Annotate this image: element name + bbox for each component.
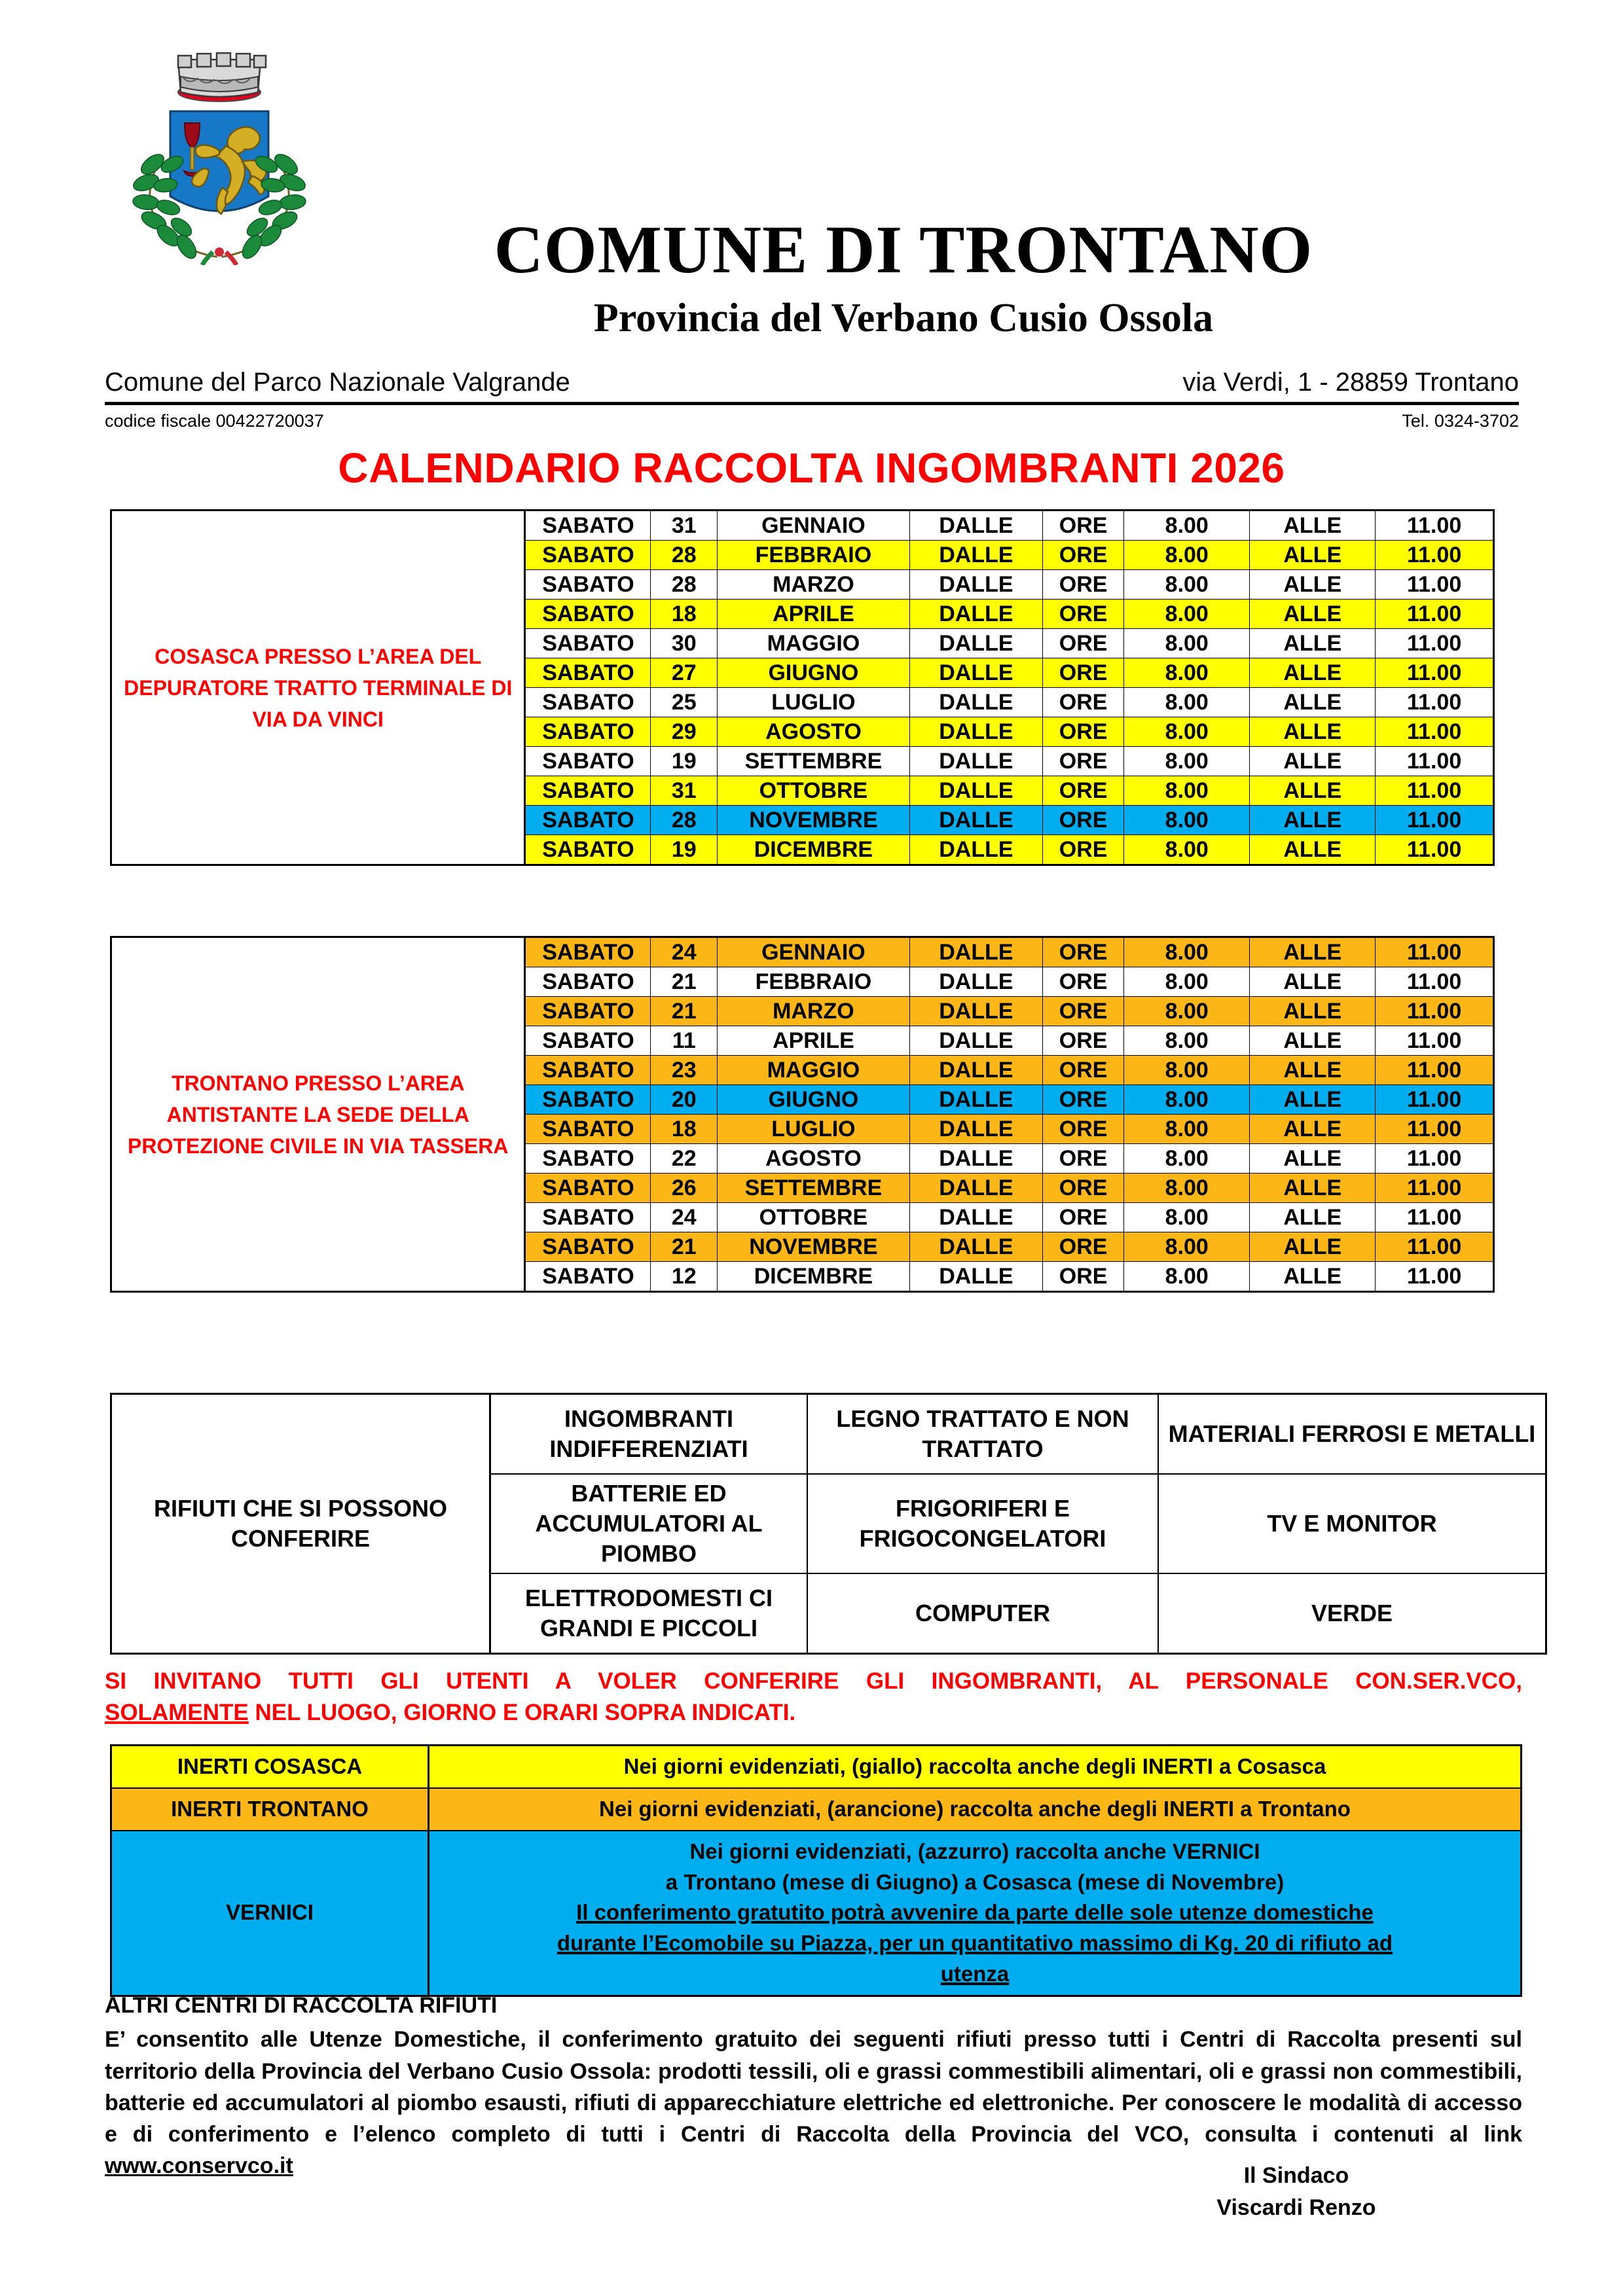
address-label: via Verdi, 1 - 28859 Trontano (1182, 368, 1519, 397)
cell-day: SABATO (525, 1115, 651, 1144)
cell-start-time: 8.00 (1124, 600, 1250, 629)
cell-ore: ORE (1043, 967, 1124, 997)
cell-start-time: 8.00 (1124, 1085, 1250, 1115)
cell-dalle: DALLE (909, 776, 1042, 806)
cell-month: GIUGNO (718, 1085, 910, 1115)
cell-start-time: 8.00 (1124, 658, 1250, 688)
cell-end-time: 11.00 (1376, 997, 1494, 1026)
other-centers-paragraph (105, 2024, 1522, 2181)
cell-alle: ALLE (1250, 776, 1376, 806)
notice-line-2-rest: NEL LUOGO, GIORNO E ORARI SOPRA INDICATI. (248, 1700, 796, 1726)
cell-ore: ORE (1043, 570, 1124, 600)
cell-month: FEBBRAIO (718, 541, 910, 570)
color-legend-body (111, 1746, 1522, 1996)
color-legend-table (110, 1744, 1522, 1997)
cell-day: SABATO (525, 747, 651, 776)
cell-ore: ORE (1043, 1085, 1124, 1115)
accepted-waste-label: RIFIUTI CHE SI POSSONO CONFERIRE (111, 1394, 490, 1654)
cell-end-time: 11.00 (1376, 570, 1494, 600)
cell-day: SABATO (525, 629, 651, 658)
cell-alle: ALLE (1250, 511, 1376, 541)
cell-end-time: 11.00 (1376, 688, 1494, 717)
cell-day: SABATO (525, 1203, 651, 1232)
cell-dalle: DALLE (909, 1262, 1042, 1292)
cell-day: SABATO (525, 1144, 651, 1174)
accepted-waste-table (110, 1393, 1547, 1655)
color-legend-line: Nei giorni evidenziati, (azzurro) raccolta anche VERNICI (689, 1839, 1260, 1863)
cell-date: 24 (651, 1203, 718, 1232)
cell-alle: ALLE (1250, 1085, 1376, 1115)
cell-day: SABATO (525, 776, 651, 806)
cell-ore: ORE (1043, 600, 1124, 629)
cell-ore: ORE (1043, 1174, 1124, 1203)
cell-alle: ALLE (1250, 688, 1376, 717)
cell-month: DICEMBRE (718, 835, 910, 865)
cell-month: LUGLIO (718, 1115, 910, 1144)
cell-date: 28 (651, 570, 718, 600)
cell-start-time: 8.00 (1124, 629, 1250, 658)
cell-month: GENNAIO (718, 511, 910, 541)
cell-end-time: 11.00 (1376, 967, 1494, 997)
calendar-row (111, 511, 1494, 541)
calendar-table-cosasca (110, 509, 1495, 866)
cell-start-time: 8.00 (1124, 570, 1250, 600)
cell-alle: ALLE (1250, 1232, 1376, 1262)
cell-month: DICEMBRE (718, 1262, 910, 1292)
cell-month: NOVEMBRE (718, 1232, 910, 1262)
cell-date: 18 (651, 1115, 718, 1144)
cell-alle: ALLE (1250, 541, 1376, 570)
signature-name: Viscardi Renzo (1216, 2195, 1376, 2221)
color-legend-line-underlined: Il conferimento gratutito potrà avvenire da parte delle sole utenze domestiche (576, 1900, 1374, 1925)
accepted-waste-item: MATERIALI FERROSI E METALLI (1158, 1394, 1546, 1475)
cell-date: 30 (651, 629, 718, 658)
cell-month: SETTEMBRE (718, 747, 910, 776)
cell-start-time: 8.00 (1124, 511, 1250, 541)
cell-start-time: 8.00 (1124, 937, 1250, 967)
cell-day: SABATO (525, 1026, 651, 1056)
cell-day: SABATO (525, 997, 651, 1026)
cell-dalle: DALLE (909, 629, 1042, 658)
phone-label: Tel. 0324-3702 (1402, 411, 1519, 431)
cell-ore: ORE (1043, 1026, 1124, 1056)
cell-day: SABATO (525, 835, 651, 865)
cell-dalle: DALLE (909, 747, 1042, 776)
cell-alle: ALLE (1250, 1262, 1376, 1292)
cell-end-time: 11.00 (1376, 1026, 1494, 1056)
cell-dalle: DALLE (909, 835, 1042, 865)
cell-ore: ORE (1043, 717, 1124, 747)
color-legend-key: INERTI TRONTANO (111, 1788, 429, 1831)
cell-dalle: DALLE (909, 806, 1042, 835)
cell-end-time: 11.00 (1376, 806, 1494, 835)
calendar-body-trontano (111, 937, 1494, 1292)
cell-end-time: 11.00 (1376, 511, 1494, 541)
cell-end-time: 11.00 (1376, 541, 1494, 570)
cell-start-time: 8.00 (1124, 1203, 1250, 1232)
cell-dalle: DALLE (909, 541, 1042, 570)
cell-alle: ALLE (1250, 1115, 1376, 1144)
cell-dalle: DALLE (909, 658, 1042, 688)
cell-start-time: 8.00 (1124, 1115, 1250, 1144)
cell-day: SABATO (525, 806, 651, 835)
calendar-row (111, 937, 1494, 967)
color-legend-value: Nei giorni evidenziati, (giallo) raccolta anche degli INERTI a Cosasca (429, 1746, 1522, 1788)
cell-dalle: DALLE (909, 1085, 1042, 1115)
cell-dalle: DALLE (909, 1144, 1042, 1174)
cell-start-time: 8.00 (1124, 967, 1250, 997)
cell-month: APRILE (718, 600, 910, 629)
color-legend-row (111, 1831, 1522, 1996)
cell-start-time: 8.00 (1124, 688, 1250, 717)
cell-ore: ORE (1043, 1115, 1124, 1144)
cell-start-time: 8.00 (1124, 1056, 1250, 1085)
conservco-link[interactable]: www.conservco.it (105, 2153, 293, 2179)
cell-ore: ORE (1043, 688, 1124, 717)
cell-month: SETTEMBRE (718, 1174, 910, 1203)
cell-start-time: 8.00 (1124, 717, 1250, 747)
cell-start-time: 8.00 (1124, 835, 1250, 865)
notice-block (105, 1666, 1522, 1729)
cell-end-time: 11.00 (1376, 1115, 1494, 1144)
cell-day: SABATO (525, 570, 651, 600)
color-legend-line-underlined: durante l’Ecomobile su Piazza, per un quantitativo massimo di Kg. 20 di rifiuto ad (556, 1931, 1393, 1956)
cell-dalle: DALLE (909, 1232, 1042, 1262)
color-legend-value (429, 1831, 1522, 1996)
accepted-waste-item: BATTERIE ED ACCUMULATORI AL PIOMBO (490, 1474, 808, 1573)
cell-dalle: DALLE (909, 570, 1042, 600)
cell-end-time: 11.00 (1376, 835, 1494, 865)
calendar-location-label: COSASCA PRESSO L’AREA DEL DEPURATORE TRATTO TERMINALE DI VIA DA VINCI (111, 511, 525, 865)
signature-block (1067, 2160, 1525, 2225)
cell-ore: ORE (1043, 1232, 1124, 1262)
cell-alle: ALLE (1250, 600, 1376, 629)
cell-alle: ALLE (1250, 967, 1376, 997)
accepted-waste-item: FRIGORIFERI E FRIGOCONGELATORI (807, 1474, 1158, 1573)
cell-month: NOVEMBRE (718, 806, 910, 835)
cell-date: 28 (651, 541, 718, 570)
other-centers-heading: ALTRI CENTRI DI RACCOLTA RIFIUTI (105, 1993, 498, 2018)
park-label: Comune del Parco Nazionale Valgrande (105, 368, 570, 397)
cell-day: SABATO (525, 1232, 651, 1262)
cell-end-time: 11.00 (1376, 1174, 1494, 1203)
cell-month: APRILE (718, 1026, 910, 1056)
cell-ore: ORE (1043, 541, 1124, 570)
cell-start-time: 8.00 (1124, 1232, 1250, 1262)
accepted-waste-item: TV E MONITOR (1158, 1474, 1546, 1573)
cell-dalle: DALLE (909, 1056, 1042, 1085)
cell-month: OTTOBRE (718, 776, 910, 806)
cell-start-time: 8.00 (1124, 1026, 1250, 1056)
cell-month: AGOSTO (718, 1144, 910, 1174)
cell-ore: ORE (1043, 997, 1124, 1026)
cell-month: AGOSTO (718, 717, 910, 747)
cell-date: 18 (651, 600, 718, 629)
cell-date: 24 (651, 937, 718, 967)
cell-alle: ALLE (1250, 629, 1376, 658)
cell-ore: ORE (1043, 776, 1124, 806)
cell-date: 19 (651, 835, 718, 865)
cell-month: OTTOBRE (718, 1203, 910, 1232)
cell-ore: ORE (1043, 1203, 1124, 1232)
accepted-waste-row (111, 1394, 1546, 1475)
cell-end-time: 11.00 (1376, 937, 1494, 967)
cell-alle: ALLE (1250, 835, 1376, 865)
cell-date: 12 (651, 1262, 718, 1292)
cell-ore: ORE (1043, 1056, 1124, 1085)
cell-day: SABATO (525, 1085, 651, 1115)
cell-dalle: DALLE (909, 1026, 1042, 1056)
page-title: CALENDARIO RACCOLTA INGOMBRANTI 2026 (338, 444, 1285, 492)
accepted-waste-item: COMPUTER (807, 1573, 1158, 1654)
cell-alle: ALLE (1250, 1203, 1376, 1232)
header-contact-row-2 (105, 411, 1519, 431)
cell-dalle: DALLE (909, 511, 1042, 541)
cell-end-time: 11.00 (1376, 776, 1494, 806)
cell-date: 31 (651, 511, 718, 541)
cell-dalle: DALLE (909, 967, 1042, 997)
cell-ore: ORE (1043, 629, 1124, 658)
coat-of-arms-icon (121, 36, 318, 265)
cell-end-time: 11.00 (1376, 1262, 1494, 1292)
cell-date: 23 (651, 1056, 718, 1085)
cell-dalle: DALLE (909, 1174, 1042, 1203)
cell-day: SABATO (525, 937, 651, 967)
notice-emphasis: SOLAMENTE (105, 1700, 249, 1726)
cell-month: GIUGNO (718, 658, 910, 688)
cell-end-time: 11.00 (1376, 747, 1494, 776)
cell-date: 28 (651, 806, 718, 835)
cell-date: 26 (651, 1174, 718, 1203)
calendar-body-cosasca (111, 511, 1494, 865)
cell-dalle: DALLE (909, 937, 1042, 967)
cell-dalle: DALLE (909, 1203, 1042, 1232)
color-legend-line: a Trontano (mese di Giugno) a Cosasca (mese di Novembre) (665, 1869, 1285, 1894)
cell-date: 29 (651, 717, 718, 747)
color-legend-row (111, 1746, 1522, 1788)
accepted-waste-item: VERDE (1158, 1573, 1546, 1654)
color-legend-line-underlined: utenza (940, 1962, 1010, 1986)
cell-month: FEBBRAIO (718, 967, 910, 997)
cell-end-time: 11.00 (1376, 1232, 1494, 1262)
cell-dalle: DALLE (909, 688, 1042, 717)
cell-end-time: 11.00 (1376, 629, 1494, 658)
title-block (314, 212, 1493, 344)
cell-ore: ORE (1043, 1144, 1124, 1174)
signature-role: Il Sindaco (1243, 2163, 1349, 2188)
cell-end-time: 11.00 (1376, 600, 1494, 629)
cell-date: 21 (651, 997, 718, 1026)
cell-date: 27 (651, 658, 718, 688)
cell-end-time: 11.00 (1376, 1203, 1494, 1232)
color-legend-key: INERTI COSASCA (111, 1746, 429, 1788)
color-legend-key: VERNICI (111, 1831, 429, 1996)
calendar-location-label: TRONTANO PRESSO L’AREA ANTISTANTE LA SEDE DELLA PROTEZIONE CIVILE IN VIA TASSERA (111, 937, 525, 1292)
cell-month: MAGGIO (718, 1056, 910, 1085)
calendar-table-trontano (110, 936, 1495, 1293)
header-contact-row-1 (105, 368, 1519, 397)
cell-month: MARZO (718, 570, 910, 600)
cell-ore: ORE (1043, 511, 1124, 541)
cell-month: MARZO (718, 997, 910, 1026)
accepted-waste-item: INGOMBRANTI INDIFFERENZIATI (490, 1394, 808, 1475)
color-legend-row (111, 1788, 1522, 1831)
cell-start-time: 8.00 (1124, 1144, 1250, 1174)
cell-month: MAGGIO (718, 629, 910, 658)
cell-alle: ALLE (1250, 937, 1376, 967)
accepted-waste-item: ELETTRODOMESTI CI GRANDI E PICCOLI (490, 1573, 808, 1654)
cell-ore: ORE (1043, 658, 1124, 688)
organization-title: COMUNE DI TRONTANO (494, 212, 1313, 287)
cell-ore: ORE (1043, 1262, 1124, 1292)
cell-start-time: 8.00 (1124, 541, 1250, 570)
cell-dalle: DALLE (909, 1115, 1042, 1144)
cell-day: SABATO (525, 1174, 651, 1203)
other-centers-block (105, 1990, 1522, 2182)
cell-date: 20 (651, 1085, 718, 1115)
cell-day: SABATO (525, 658, 651, 688)
cell-alle: ALLE (1250, 658, 1376, 688)
cell-day: SABATO (525, 1262, 651, 1292)
cell-date: 31 (651, 776, 718, 806)
other-centers-text: E’ consentito alle Utenze Domestiche, il conferimento gratuito dei seguenti rifiuti presso tutti i Centri di Raccolta presenti sul territorio della Provincia del Verbano Cusio Ossola: prodotti tessili, oli e grassi commestibili alimentari, oli e grassi non commestibili, batterie ed accumulatori al piombo esausti, rifiuti di apparecchiature elettriche ed elettroniche. Per conoscere le modalità di accesso e di conferimento e l’elenco completo di tutti i Centri di Raccolta della Provincia del VCO, consulta i contenuti al link (105, 2027, 1522, 2147)
cell-start-time: 8.00 (1124, 776, 1250, 806)
cell-end-time: 11.00 (1376, 658, 1494, 688)
cell-ore: ORE (1043, 835, 1124, 865)
cell-start-time: 8.00 (1124, 1262, 1250, 1292)
cell-date: 25 (651, 688, 718, 717)
cell-alle: ALLE (1250, 1026, 1376, 1056)
cell-dalle: DALLE (909, 717, 1042, 747)
notice-line-1: SI INVITANO TUTTI GLI UTENTI A VOLER CONFERIRE GLI INGOMBRANTI, AL PERSONALE CON.SER.VCO, (105, 1668, 1522, 1694)
cell-date: 21 (651, 967, 718, 997)
organization-subtitle: Provincia del Verbano Cusio Ossola (593, 296, 1214, 340)
notice-line-2 (105, 1697, 1522, 1729)
cell-start-time: 8.00 (1124, 747, 1250, 776)
cell-end-time: 11.00 (1376, 717, 1494, 747)
cell-date: 19 (651, 747, 718, 776)
cell-date: 11 (651, 1026, 718, 1056)
cell-alle: ALLE (1250, 806, 1376, 835)
cell-ore: ORE (1043, 747, 1124, 776)
cell-end-time: 11.00 (1376, 1144, 1494, 1174)
cell-alle: ALLE (1250, 1056, 1376, 1085)
cell-end-time: 11.00 (1376, 1056, 1494, 1085)
cell-month: GENNAIO (718, 937, 910, 967)
cell-start-time: 8.00 (1124, 997, 1250, 1026)
cell-day: SABATO (525, 688, 651, 717)
cell-alle: ALLE (1250, 747, 1376, 776)
accepted-waste-body (111, 1394, 1546, 1654)
cell-day: SABATO (525, 967, 651, 997)
cell-alle: ALLE (1250, 717, 1376, 747)
cell-start-time: 8.00 (1124, 1174, 1250, 1203)
color-legend-value: Nei giorni evidenziati, (arancione) raccolta anche degli INERTI a Trontano (429, 1788, 1522, 1831)
fiscal-code-label: codice fiscale 00422720037 (105, 411, 324, 431)
cell-day: SABATO (525, 717, 651, 747)
cell-date: 21 (651, 1232, 718, 1262)
cell-day: SABATO (525, 511, 651, 541)
cell-alle: ALLE (1250, 1174, 1376, 1203)
cell-ore: ORE (1043, 806, 1124, 835)
cell-alle: ALLE (1250, 570, 1376, 600)
cell-dalle: DALLE (909, 600, 1042, 629)
cell-ore: ORE (1043, 937, 1124, 967)
cell-end-time: 11.00 (1376, 1085, 1494, 1115)
cell-alle: ALLE (1250, 997, 1376, 1026)
cell-start-time: 8.00 (1124, 806, 1250, 835)
cell-day: SABATO (525, 541, 651, 570)
cell-day: SABATO (525, 600, 651, 629)
accepted-waste-item: LEGNO TRATTATO E NON TRATTATO (807, 1394, 1158, 1475)
cell-day: SABATO (525, 1056, 651, 1085)
cell-dalle: DALLE (909, 997, 1042, 1026)
cell-date: 22 (651, 1144, 718, 1174)
cell-month: LUGLIO (718, 688, 910, 717)
cell-alle: ALLE (1250, 1144, 1376, 1174)
header-divider (105, 402, 1519, 406)
